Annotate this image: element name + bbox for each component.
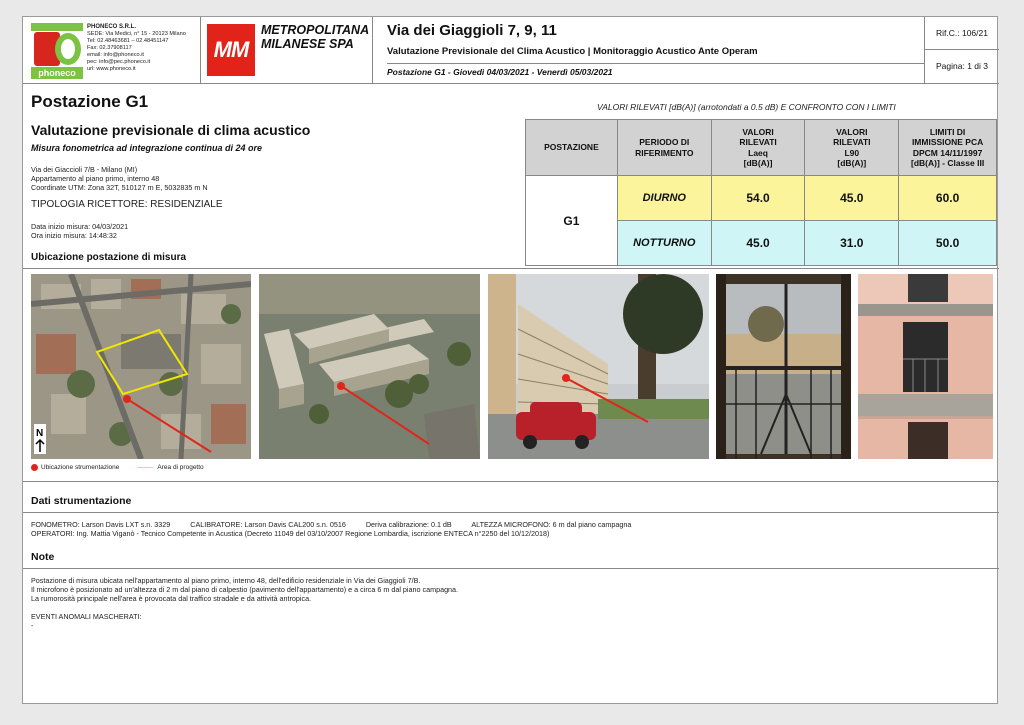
postazione-title: Postazione G1 [31,92,149,111]
aerial-map-photo [31,274,251,459]
site-address-line: Via dei Giaccioli 7/B - Milano (MI) [31,165,138,174]
client-name [261,23,369,51]
north-label: N [36,428,44,439]
col-periodo: PERIODO DI RIFERIMENTO [617,120,711,176]
col-limiti: LIMITI DI IMMISSIONE PCA DPCM 14/11/1997 [dB(A)] - Classe III [899,120,997,176]
l90-diurno: 45.0 [805,176,899,221]
start-time: Ora inizio misura: 14:48:32 [31,231,117,240]
results-table [525,119,997,266]
results-caption: VALORI RILEVATI [dB(A)] (arrotondati a 0.5 dB) E CONFRONTO CON I LIMITI [597,102,896,112]
facade-photo [858,274,993,459]
mm-logo: MM [207,24,255,76]
notes-body [31,576,458,630]
ubicazione-title: Ubicazione postazione di misura [31,252,187,263]
legend-area-label: Area di progetto [157,464,204,472]
col-laeq: VALORI RILEVATI Laeq [dB(A)] [711,120,805,176]
microphone-photo [716,274,851,459]
client-cell [201,17,373,83]
company-line: SEDE: Via Medici, n° 15 - 20123 Milano [87,31,186,37]
l90-notturno: 31.0 [805,221,899,266]
company-line: Tel: 02.48463681 – 02.48451147 [87,38,169,44]
photo-legend [31,464,204,471]
instruments-row [31,520,649,529]
valutazione-title: Valutazione previsionale di clima acustico [31,122,311,138]
altezza-value: ALTEZZA MICROFONO: 6 m dal piano campagna [471,520,632,529]
company-line: pec: info@pec.phoneco.it [87,59,151,65]
table-row-diurno [526,176,997,221]
site-address-line: Coordinate UTM: Zona 32T, 510127 m E, 5032835 m N [31,183,208,192]
instruments-title: Dati strumentazione [31,495,132,507]
col-postazione: POSTAZIONE [526,120,618,176]
misura-subtitle: Misura fonometrica ad integrazione continua di 24 ore [31,143,263,153]
station-cell: G1 [526,176,618,266]
tipologia-ricettore: TIPOLOGIA RICETTORE: RESIDENZIALE [31,199,223,210]
period-diurno: DIURNO [617,176,711,221]
period-notturno: NOTTURNO [617,221,711,266]
phoneco-logo [31,23,83,79]
events-title: EVENTI ANOMALI MASCHERATI: [31,612,142,621]
start-date: Data inizio misura: 04/03/2021 [31,222,129,231]
deriva-value: Deriva calibrazione: 0.1 dB [365,520,452,529]
note-line: Postazione di misura ubicata nell'appartamento al piano primo, interno 48, dell'edificio residenziale in Via dei Giaggioli 7/B. [31,576,421,585]
note-line: Il microfono è posizionato ad un'altezza di 2 m dal piano di calpestio (pavimento dell'appartamento) e a circa 6 m dal piano campagna. [31,585,459,594]
site-address-line: Appartamento al piano primo, interno 48 [31,174,160,183]
header-station-dates: Postazione G1 - Giovedì 04/03/2021 - Venerdì 05/03/2021 [387,67,613,77]
report-page [22,16,998,704]
results-header-row [526,120,997,176]
divider [23,512,999,513]
divider [23,481,999,482]
events-value: - [31,621,34,630]
limit-diurno: 60.0 [899,176,997,221]
client-name-line2: MILANESE SPA [261,37,354,51]
header-subtitle: Valutazione Previsionale del Clima Acustico | Monitoraggio Acustico Ante Operam [387,46,925,64]
aerial-3d-photo [259,274,480,459]
operatori-value: OPERATORI: Ing. Mattia Viganò - Tecnico Competente in Acustica (Decreto 11049 del 03/10/2007 Regione Lombardia, iscrizione ENTECA n°2250 del 10/12/2018) [31,529,550,538]
company-line: Fax: 02.37908117 [87,45,132,51]
phoneco-logo-text: phoneco [31,67,83,79]
legend-station-label: Ubicazione strumentazione [41,464,120,472]
ref-code: Rif.C.: 106/21 [925,17,999,50]
laeq-diurno: 54.0 [711,176,805,221]
project-area-line-icon [137,467,153,469]
company-info [87,24,199,73]
header-address: Via dei Giaggioli 7, 9, 11 [387,22,557,39]
divider [23,568,999,569]
company-line: url: www.phoneco.it [87,66,136,72]
col-l90: VALORI RILEVATI L90 [dB(A)] [805,120,899,176]
note-line: La rumorosità principale nell'area è provocata dal traffico stradale e da attività antropica. [31,594,312,603]
divider [23,268,999,269]
station-dot-icon [31,464,38,471]
site-address [31,165,208,192]
page-number: Pagina: 1 di 3 [936,61,988,71]
measurement-start [31,222,128,240]
street-photo [488,274,709,459]
company-name: PHONECO S.R.L. [87,24,137,30]
fonometro-value: FONOMETRO: Larson Davis LXT s.n. 3329 [31,520,171,529]
calibratore-value: CALIBRATORE: Larson Davis CAL200 s.n. 0516 [190,520,346,529]
report-header [23,17,999,84]
title-cell [373,17,925,83]
company-line: email: info@phoneco.it [87,52,144,58]
company-cell [23,17,201,83]
limit-notturno: 50.0 [899,221,997,266]
client-name-line1: METROPOLITANA [261,23,370,37]
notes-title: Note [31,551,55,563]
ref-cell [925,17,999,83]
laeq-notturno: 45.0 [711,221,805,266]
